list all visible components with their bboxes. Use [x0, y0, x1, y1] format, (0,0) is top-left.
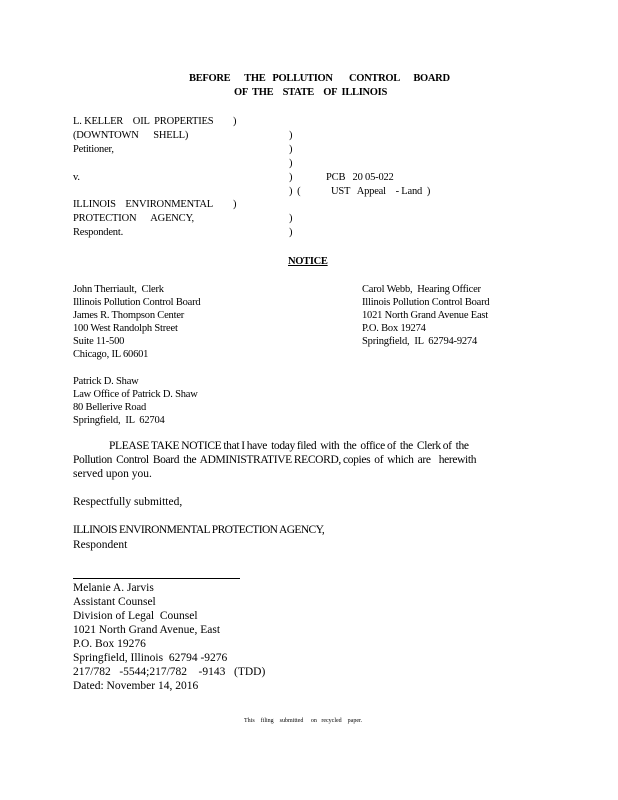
addressee-hearing-officer-street: 1021 North Grand Avenue East [362, 310, 489, 321]
addressee-clerk-building: James R. Thompson Center [73, 310, 185, 321]
signer-title: Assistant Counsel [73, 596, 156, 608]
caption-paren: ) [289, 227, 293, 238]
addressee-clerk-city: Chicago, IL 60601 [73, 349, 149, 360]
addressee-hearing-officer-city: Springfield, IL 62794-9274 [362, 336, 478, 347]
caption-paren: ) [289, 172, 293, 183]
heading-line-2: OF THE STATE OF ILLINOIS [234, 87, 387, 98]
caption-party-1: L. KELLER OIL PROPERTIES [73, 116, 214, 127]
addressee-counsel-street: 80 Bellerive Road [73, 402, 146, 413]
notice-paragraph-line-3: served upon you. [73, 468, 152, 480]
notice-paragraph-line-2: Pollution Control Board the ADMINISTRATIVE RECORD, copies of which are herewith [73, 454, 477, 466]
agency-role: Respondent [73, 539, 128, 551]
caption-party-2: ILLINOIS ENVIRONMENTAL [73, 199, 213, 210]
caption-party-2b: PROTECTION AGENCY, [73, 213, 194, 224]
caption-party-1b: (DOWNTOWN SHELL) [73, 130, 189, 141]
signature-line [73, 578, 240, 579]
caption-paren: ) [289, 130, 293, 141]
caption-respondent: Respondent. [73, 227, 124, 238]
addressee-hearing-officer-org: Illinois Pollution Control Board [362, 297, 490, 308]
caption-versus: v. [73, 172, 80, 183]
addressee-hearing-officer-box: P.O. Box 19274 [362, 323, 426, 334]
addressee-counsel-city: Springfield, IL 62704 [73, 415, 165, 426]
case-number: PCB 20 05-022 [326, 172, 394, 183]
signer-phone: 217/782 -5544;217/782 -9143 (TDD) [73, 666, 266, 678]
case-type: UST Appeal - Land ) [331, 186, 431, 197]
addressee-counsel-name: Patrick D. Shaw [73, 376, 139, 387]
addressee-clerk-org: Illinois Pollution Control Board [73, 297, 201, 308]
caption-paren: ) [233, 199, 237, 210]
addressee-hearing-officer-name: Carol Webb, Hearing Officer [362, 284, 481, 295]
notice-paragraph-line-1: PLEASE TAKE NOTICE that I have today filed with the office of the Clerk of the [109, 440, 469, 452]
signer-box: P.O. Box 19276 [73, 638, 146, 650]
signer-city: Springfield, Illinois 62794 -9276 [73, 652, 228, 664]
addressee-clerk-suite: Suite 11-500 [73, 336, 125, 347]
signer-division: Division of Legal Counsel [73, 610, 198, 622]
caption-paren: ) [289, 213, 293, 224]
signer-street: 1021 North Grand Avenue, East [73, 624, 221, 636]
addressee-clerk-name: John Therriault, Clerk [73, 284, 164, 295]
signature-date: Dated: November 14, 2016 [73, 680, 199, 692]
notice-title: NOTICE [288, 256, 328, 267]
caption-paren: ) ( [289, 186, 301, 197]
closing: Respectfully submitted, [73, 496, 183, 508]
caption-paren: ) [289, 158, 293, 169]
caption-petitioner: Petitioner, [73, 144, 114, 155]
addressee-clerk-street: 100 West Randolph Street [73, 323, 178, 334]
caption-paren: ) [233, 116, 237, 127]
caption-paren: ) [289, 144, 293, 155]
agency-name: ILLINOIS ENVIRONMENTAL PROTECTION AGENCY, [73, 524, 325, 536]
signer-name: Melanie A. Jarvis [73, 582, 154, 594]
recycled-paper-footer: This filing submitted on recycled paper. [244, 718, 363, 724]
addressee-counsel-office: Law Office of Patrick D. Shaw [73, 389, 198, 400]
heading-line-1: BEFORE THE POLLUTION CONTROL BOARD [189, 73, 450, 84]
